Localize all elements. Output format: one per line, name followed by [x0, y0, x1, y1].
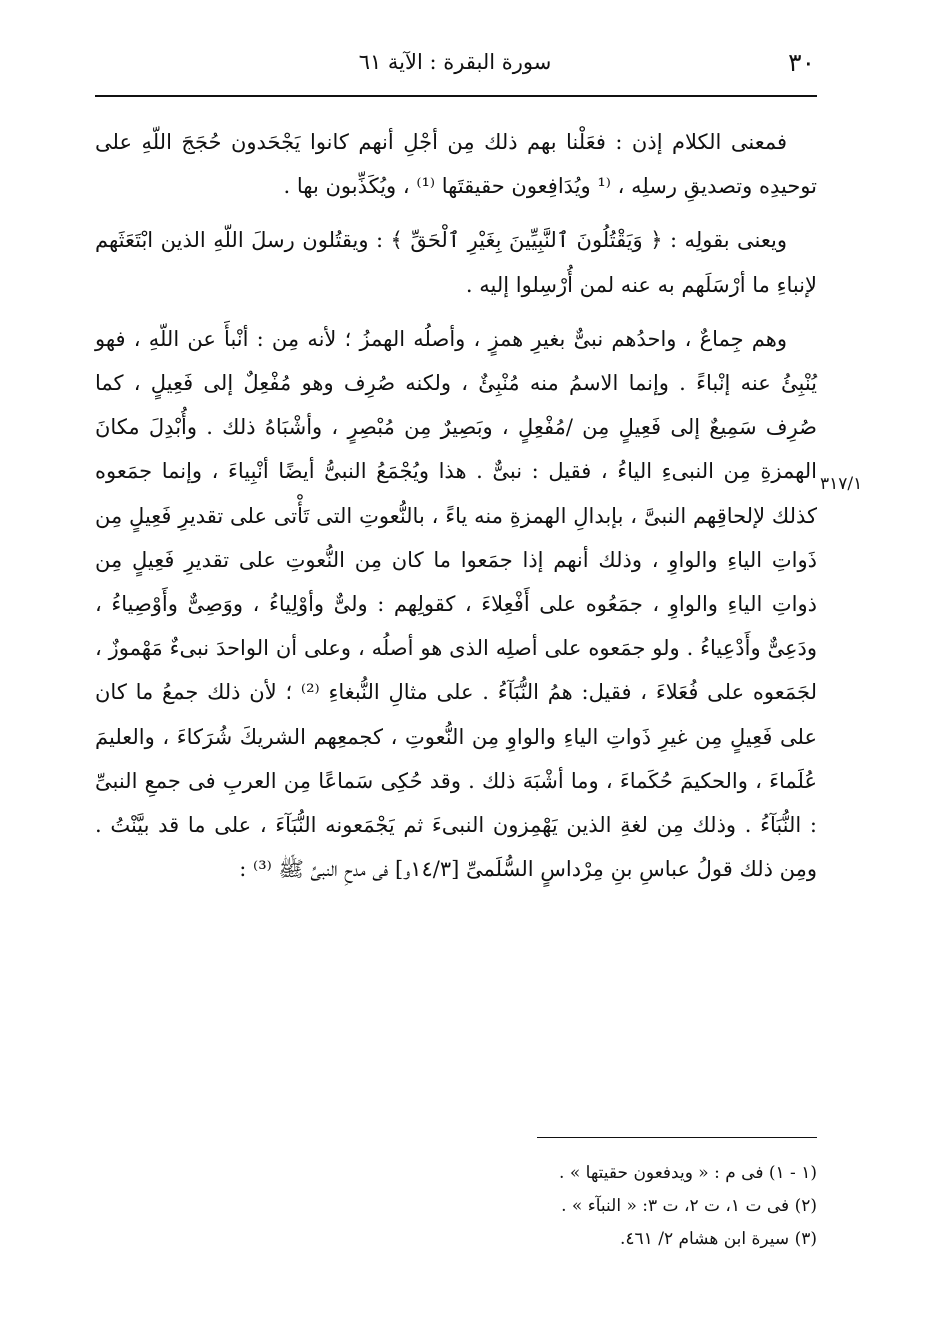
margin-reference: ٣١٧/١ [820, 474, 863, 494]
main-text [95, 120, 817, 891]
footnote: (١ - ١) فى م : « ويدفعون حقيتها » . [559, 1163, 817, 1183]
paragraph: ويعنى بقولِه : ﴿ وَيَقْتُلُونَ ٱلنَّبِيِّينَ بِغَيْرِ ٱلْحَقِّ ﴾ : ويقتُلون رسلَ اللّهِ الذين ابْتَعَثَهم لإنباءِ ما أرْسَلَهم به عنه لمن أُرْسِلوا إليه . [95, 228, 817, 297]
footnotes [95, 1157, 817, 1256]
footnote: (٢) فى ت ١، ت ٢، ت ٣: « النبآء » . [561, 1196, 817, 1216]
paragraph: وهم جِماعٌ ، واحدُهم نبىٌّ بغيرِ همزٍ ، وأصلُه الهمزُ ؛ لأنه مِن : أنْبأَ عن اللّهِ ، فهو يُنْبِئُ عنه إنْباءً . وإنما الاسمُ منه مُنْبِئٌ ، ولكنه صُرِف وهو مُفْعِلٌ إلى فَعِيلٍ ، كما صُرِف سَمِيعٌ إلى فَعِيلٍ مِن /مُفْعِلٍ ، وبَصِيرٌ مِن مُبْصِرٍ ، وأشْبَاهُ ذلك . وأُبْدِلَ مكانَ الهمزةِ مِن النبىءِ الياءُ ، فقيل : نبىٌّ . هذا ويُجْمَعُ النبىُّ أيضًا أنْبِياءَ ، وإنما جمَعوه كذلك لإلحاقِهم النبىَّ ، بإبدالِ الهمزةِ منه ياءً ، بالنُّعوتِ التى تَأْتى على تقديرِ فَعِيلٍ مِن ذَواتِ الياءِ والواوِ ، وذلك أنهم إذا جمَعوا ما كان مِن النُّعوتِ على تقديرِ فَعِيلٍ مِن ذواتِ الياءِ والواوِ ، جمَعُوه على أَفْعِلاءَ ، كقولِهم : ولىٌّ وأوْلِياءُ ، ووَصِىٌّ وأَوْصِياءُ ، ودَعِىٌّ وأَدْعِياءُ . ولو جمَعوه على أصلِه الذى هو أصلُه ، وعلى أن الواحدَ نبىءٌ مَهْموزٌ ، لجَمَعوه على فُعَلاءَ ، فقيل: همُ النُّبَآءُ . على مثالِ النُّبغاءِ ⁽²⁾ ؛ لأن ذلك جمعُ ما كان على فَعِيلٍ مِن غيرِ ذَواتِ الياءِ والواوِ مِن النُّعوتِ ، كجمعِهم الشريكَ شُرَكاءَ ، والعليمَ عُلَماءَ ، والحكيمَ حُكَماءَ ، وما أشْبَهَ ذلك . وقد حُكِى سَماعًا مِن العربِ فى جمعِ النبىِّ : النُّبَآءُ . وذلك مِن لغةِ الذين يَهْمِزون النبىءَ ثم يَجْمَعونه النُّبَآءَ ، على ما قد بيَّنْتُ . ومِن ذلك قولُ عباسِ بنِ مِرْداسٍ السُّلَمىِّ [١٤/٣و] فى مدحِ النبىِّ ﷺ ⁽³⁾ : [95, 326, 818, 882]
footnote: (٣) سيرة ابن هشام ٢/ ٤٦١. [619, 1229, 817, 1249]
running-title: سورة البقرة : الآية ٦١ [358, 50, 552, 74]
page-number: ٣٠ [788, 48, 815, 77]
header-rule [95, 95, 817, 97]
paragraph: فمعنى الكلام إذن : فعَلْنا بهم ذلك مِن أجْلِ أنهم كانوا يَجْحَدون حُجَجَ اللّهِ على توحيدِه وتصديقِ رسلِه ، ⁽¹ ويُدَافِعون حقيقتَها ⁽¹⁾ ، ويُكَذِّبون بها . [95, 130, 817, 199]
page-header [95, 40, 815, 90]
footnote-rule [537, 1137, 817, 1138]
